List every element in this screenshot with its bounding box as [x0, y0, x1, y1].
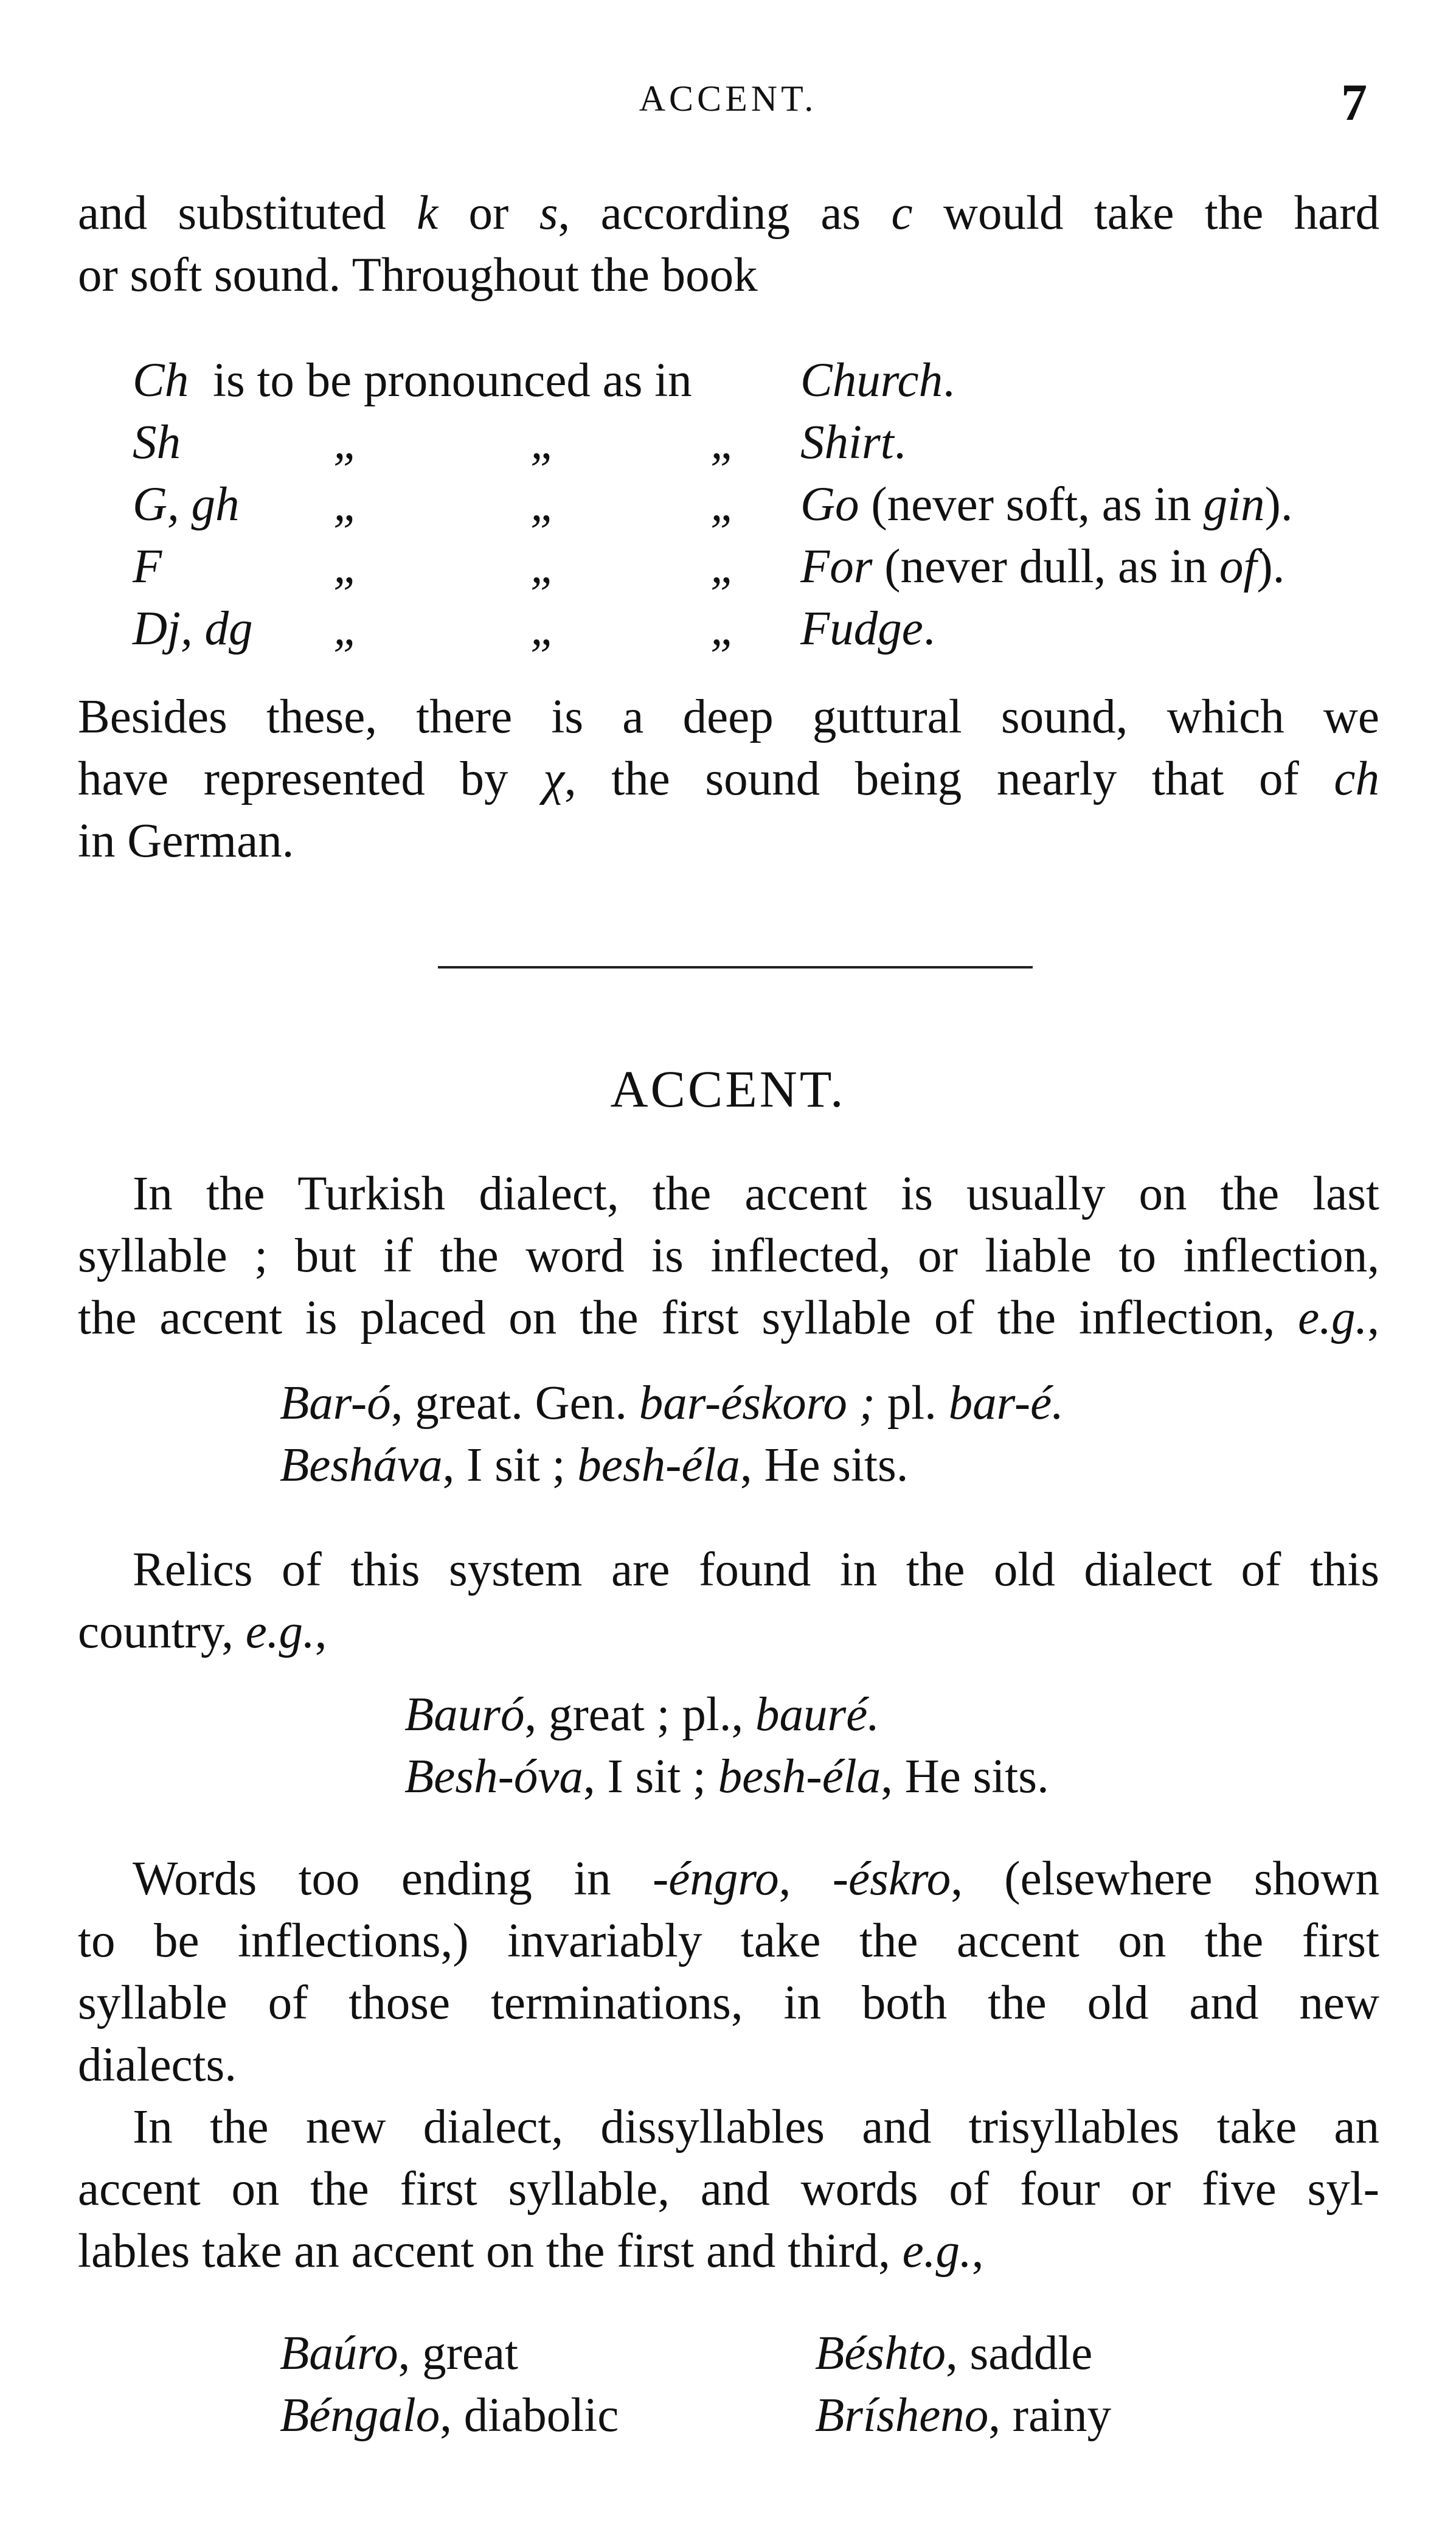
ditto-mark: „ [710, 602, 737, 655]
ditto-mark: „ [333, 602, 360, 655]
ditto-mark: „ [333, 416, 360, 469]
pronunciation-letters: Dj, dg [133, 602, 253, 655]
turkish-line-3: the accent is placed on the first syllable of the inflection, e.g., [78, 1292, 1379, 1344]
pronunciation-rule: is to be pronounced as in [213, 354, 692, 407]
section-heading: ACCENT. [610, 1060, 846, 1118]
pronunciation-example: Fudge. [800, 602, 935, 655]
turkish-example-1: Bar-ó, great. Gen. bar-éskoro ; pl. bar-é. [280, 1377, 1064, 1430]
section-divider [438, 966, 1033, 968]
new-dialect-paragraph [78, 2096, 1379, 2283]
page-number: 7 [1341, 73, 1367, 131]
ditto-mark: „ [530, 416, 557, 469]
intro-paragraph [78, 183, 1379, 307]
intro-line-1: and substituted k or s, according as c would take the hard [78, 187, 1379, 240]
new-dialect-line-1: In the new dialect, dissyllables and trisyllables take an [133, 2101, 1379, 2154]
turkish-line-1: In the Turkish dialect, the accent is usually on the last [133, 1167, 1379, 1220]
word-example: Baúro, great [280, 2327, 518, 2380]
ditto-mark: „ [530, 540, 557, 593]
relics-paragraph [78, 1539, 1379, 1663]
pronunciation-letters: G, gh [133, 478, 240, 531]
guttural-line-2: have represented by χ, the sound being nearly that of ch [78, 753, 1379, 805]
pronunciation-example: Shirt. [800, 416, 906, 469]
relics-example-2: Besh-óva, I sit ; besh-éla, He sits. [404, 1750, 1049, 1803]
relics-line-2: country, e.g., [78, 1605, 327, 1658]
new-dialect-line-3: lables take an accent on the first and third, e.g., [78, 2225, 984, 2278]
relics-line-1: Relics of this system are found in the old dialect of this [133, 1543, 1379, 1596]
guttural-line-1: Besides these, there is a deep guttural sound, which we [78, 690, 1379, 743]
endings-line-4: dialects. [78, 2039, 237, 2092]
ditto-mark: „ [530, 478, 557, 531]
ditto-mark: „ [710, 478, 737, 531]
pronunciation-example: For (never dull, as in of). [800, 540, 1285, 593]
guttural-paragraph [78, 686, 1379, 872]
pronunciation-letters: Ch [133, 354, 189, 407]
intro-line-2: or soft sound. Throughout the book [78, 249, 758, 302]
relics-example-1: Bauró, great ; pl., bauré. [404, 1688, 880, 1741]
running-head: ACCENT. [639, 78, 817, 119]
ditto-mark: „ [710, 416, 737, 469]
word-example: Brísheno, rainy [815, 2389, 1112, 2442]
turkish-example-2: Besháva, I sit ; besh-éla, He sits. [280, 1439, 909, 1492]
turkish-line-2: syllable ; but if the word is inflected, or liable to inflection, [78, 1229, 1379, 1282]
word-example: Béshto, saddle [815, 2327, 1093, 2380]
ditto-mark: „ [333, 478, 360, 531]
endings-line-1: Words too ending in -éngro, -éskro, (elsewhere shown [133, 1852, 1379, 1905]
turkish-paragraph [78, 1163, 1379, 1349]
pronunciation-letters: F [133, 540, 162, 593]
pronunciation-example: Church. [800, 354, 955, 407]
pronunciation-example: Go (never soft, as in gin). [800, 478, 1293, 531]
new-dialect-line-2: accent on the first syllable, and words of four or five syl- [78, 2163, 1379, 2216]
ditto-mark: „ [710, 540, 737, 593]
ditto-mark: „ [530, 602, 557, 655]
endings-paragraph [78, 1848, 1379, 2096]
ditto-mark: „ [333, 540, 360, 593]
word-example: Béngalo, diabolic [280, 2389, 619, 2442]
pronunciation-letters: Sh [133, 416, 181, 469]
guttural-line-3: in German. [78, 815, 294, 868]
endings-line-2: to be inflections,) invariably take the accent on the first [78, 1914, 1379, 1967]
endings-line-3: syllable of those terminations, in both the old and new [78, 1977, 1379, 2029]
